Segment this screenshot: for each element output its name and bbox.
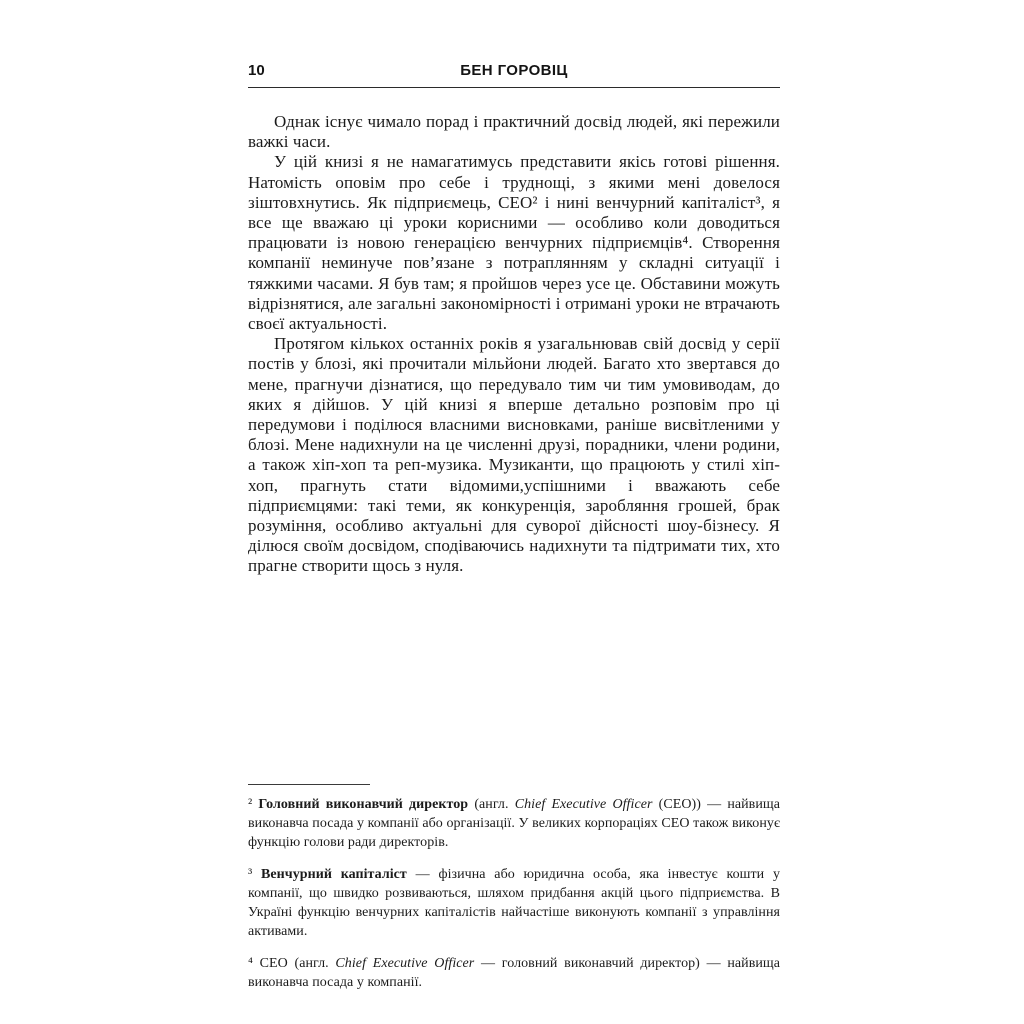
footnote-separator <box>248 784 370 785</box>
footnotes <box>248 795 780 1005</box>
page-number: 10 <box>248 62 265 79</box>
paragraph: У цій книзі я не намагатимусь представити якісь готові рішення. Натомість оповім про себе і труднощі, з якими мені довелося зіштовхнутись. Як підприємець, CEO² і нині венчурний капіталіст³, я все ще вважаю ці уроки корисними — особливо коли доводиться працювати із новою генерацією венчурних підприємців⁴. Створення компанії неминуче пов’язане з потраплянням у складні ситуації і тяжкими часами. Я був там; я пройшов через усе це. Обставини можуть відрізнятися, але загальні закономірності і отримані уроки не втрачають своєї актуальності. <box>248 152 780 334</box>
footnote: ³ Венчурний капіталіст — фізична або юридична особа, яка інвестує кошти у компанії, що швидко розвиваються, шляхом придбання акцій цього підприємства. В Україні функцію венчурних капіталістів найчастіше виконують компанії з управління активами. <box>248 867 780 939</box>
footnote: ⁴ CEO (англ. Chief Executive Officer — головний виконавчий директор) — найвища виконавча посада у компанії. <box>248 956 780 990</box>
paragraph: Протягом кількох останніх років я узагальнював свій досвід у серії постів у блозі, які прочитали мільйони людей. Багато хто звертався до мене, прагнучи дізнатися, що передувало тим чи тим умовиводам, до яких я дійшов. У цій книзі я вперше детально розповім про ці передумови і поділюся власними висновками, раніше висвітленими у блозі. Мене надихнули на це численні друзі, порадники, члени родини, а також хіп-хоп та реп-музика. Музиканти, що працюють у стилі хіп-хоп, прагнуть стати відомими,успішними і вважають себе підприємцями: такі теми, як конкуренція, заробляння грошей, брак розуміння, особливо актуальні для суворої дійсності шоу-бізнесу. Я ділюся своїм досвідом, сподіваючись надихнути та підтримати тих, хто прагне створити щось з нуля. <box>248 334 780 576</box>
paragraph: Однак існує чимало порад і практичний досвід людей, які пережили важкі часи. <box>248 112 780 152</box>
page-header <box>248 62 780 82</box>
header-rule <box>248 87 780 88</box>
footnote: ² Головний виконавчий директор (англ. Chief Executive Officer (CEO)) — найвища виконавча посада у компанії або організації. У великих корпораціях CEO також виконує функцію голови ради директорів. <box>248 797 780 850</box>
body-text <box>248 112 780 577</box>
running-title: БЕН ГОРОВІЦ <box>460 62 568 79</box>
